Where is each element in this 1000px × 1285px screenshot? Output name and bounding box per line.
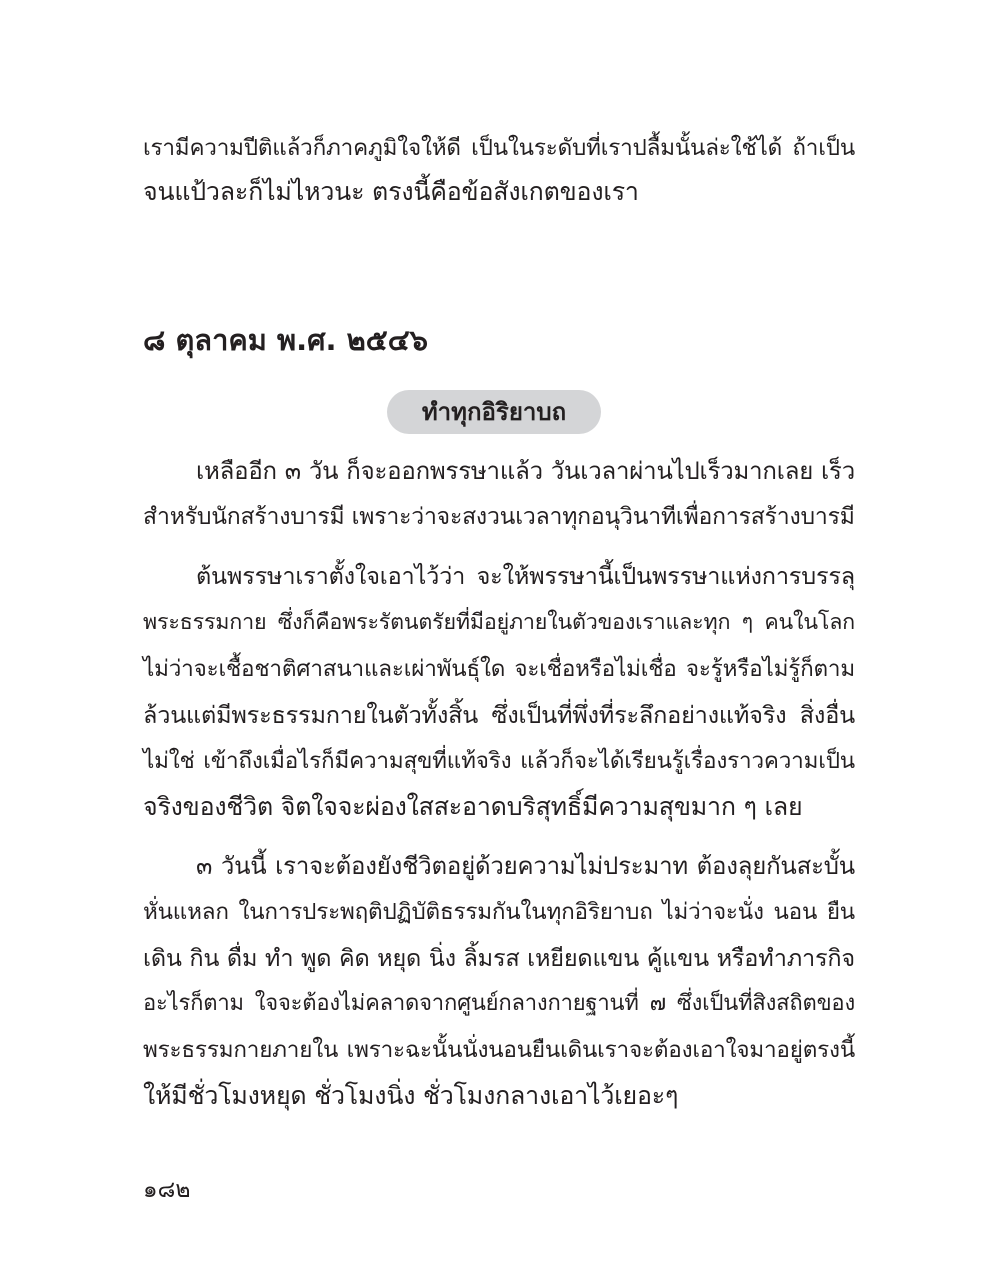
paragraph-3-line-6: ให้มีชั่วโมงหยุด ชั่วโมงนิ่ง ชั่วโมงกลางเอาไว้เยอะๆ: [143, 1081, 679, 1110]
section-title-pill: ทำทุกอิริยาบถ: [387, 390, 601, 434]
page-number: ๑๘๒: [143, 1177, 191, 1203]
paragraph-3-line-3: เดิน กิน ดื่ม ทำ พูด คิด หยุด นิ่ง ลิ้มรส เหยียดแขน คู้แขน หรือทำภารกิจ: [143, 944, 855, 972]
paragraph-3-line-2: หั่นแหลก ในการประพฤติปฏิบัติธรรมกันในทุกอิริยาบถ ไม่ว่าจะนั่ง นอน ยืน: [143, 899, 855, 925]
intro-line-2: จนแป้วละก็ไม่ไหวนะ ตรงนี้คือข้อสังเกตของเรา: [143, 177, 639, 206]
paragraph-3-line-1: ๓ วันนี้ เราจะต้องยังชีวิตอยู่ด้วยความไม่ประมาท ต้องลุยกันสะบั้น: [196, 852, 855, 880]
intro-line-1: เรามีความปีติแล้วก็ภาคภูมิใจให้ดี เป็นในระดับที่เราปลื้มนั้นล่ะใช้ได้ ถ้าเป็น: [143, 135, 855, 161]
paragraph-3-line-4: อะไรก็ตาม ใจจะต้องไม่คลาดจากศูนย์กลางกายฐานที่ ๗ ซึ่งเป็นที่สิงสถิตของ: [143, 991, 855, 1016]
paragraph-2-line-4: ล้วนแต่มีพระธรรมกายในตัวทั้งสิ้น ซึ่งเป็นที่พึ่งที่ระลึกอย่างแท้จริง สิ่งอื่น: [143, 701, 855, 729]
date-heading: ๘ ตุลาคม พ.ศ. ๒๕๔๖: [143, 323, 429, 357]
paragraph-2-line-5: ไม่ใช่ เข้าถึงเมื่อไรก็มีความสุขที่แท้จริง แล้วก็จะได้เรียนรู้เรื่องราวความเป็น: [143, 748, 855, 774]
paragraph-1-line-1: เหลืออีก ๓ วัน ก็จะออกพรรษาแล้ว วันเวลาผ่านไปเร็วมากเลย เร็ว: [196, 457, 855, 485]
paragraph-2-line-6: จริงของชีวิต จิตใจจะผ่องใสสะอาดบริสุทธิ์มีความสุขมาก ๆ เลย: [143, 792, 803, 821]
paragraph-2-line-1: ต้นพรรษาเราตั้งใจเอาไว้ว่า จะให้พรรษานี้เป็นพรรษาแห่งการบรรลุ: [196, 562, 855, 590]
paragraph-2-line-3: ไม่ว่าจะเชื้อชาติศาสนาและเผ่าพันธุ์ใด จะเชื่อหรือไม่เชื่อ จะรู้หรือไม่รู้ก็ตาม: [143, 656, 855, 682]
paragraph-2-line-2: พระธรรมกาย ซึ่งก็คือพระรัตนตรัยที่มีอยู่ภายในตัวของเราและทุก ๆ คนในโลก: [143, 610, 855, 635]
paragraph-3-line-5: พระธรรมกายภายใน เพราะฉะนั้นนั่งนอนยืนเดินเราจะต้องเอาใจมาอยู่ตรงนี้: [143, 1037, 855, 1063]
paragraph-1-line-2: สำหรับนักสร้างบารมี เพราะว่าจะสงวนเวลาทุกอนุวินาทีเพื่อการสร้างบารมี: [143, 504, 855, 530]
